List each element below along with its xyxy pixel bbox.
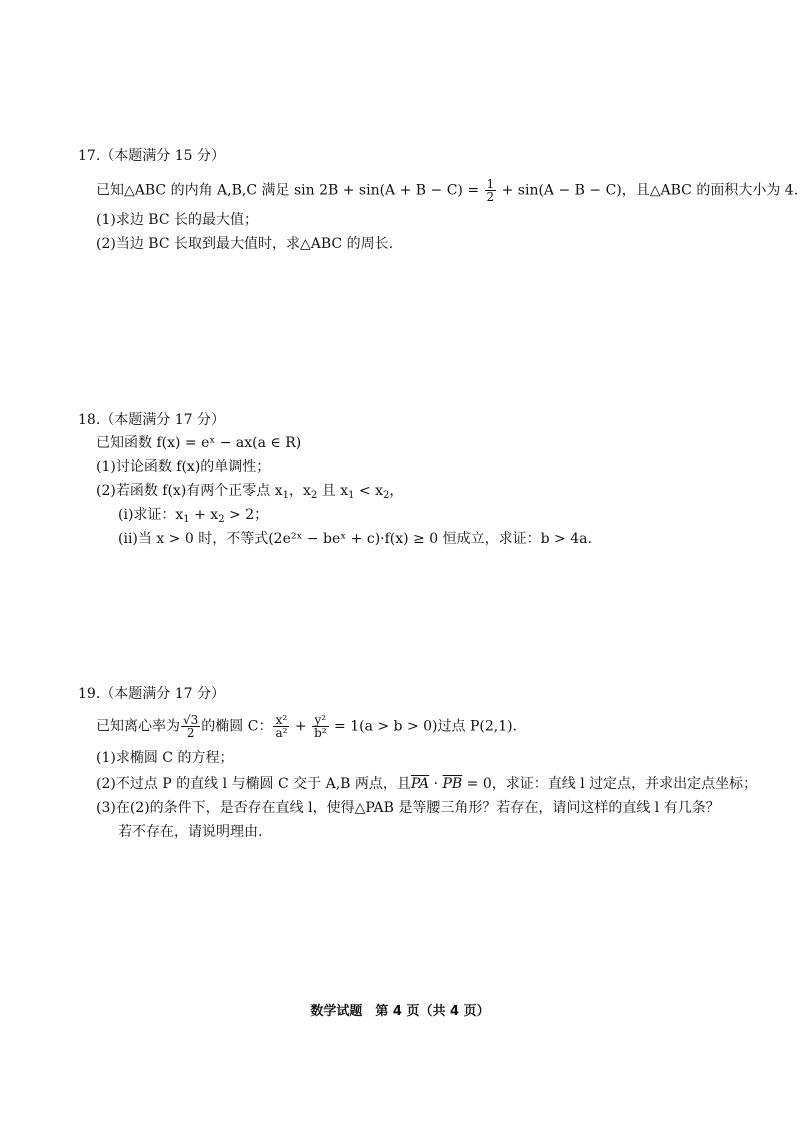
q19-stem bbox=[96, 714, 517, 739]
q18-part-2-d: < x bbox=[354, 483, 383, 499]
q17-fraction-num: 1 bbox=[486, 177, 495, 191]
q19-y-fraction bbox=[312, 714, 329, 739]
q17-header: 17.（本题满分 15 分） bbox=[78, 148, 225, 164]
q19-x-fraction bbox=[273, 714, 289, 739]
q19-y-den: b² bbox=[314, 726, 327, 740]
q19-part-2-a: (2)不过点 P 的直线 l 与椭圆 C 交于 A,B 两点，且 bbox=[96, 776, 411, 792]
q19-y-num: y² bbox=[312, 714, 329, 727]
q18-stem: 已知函数 f(x) = eˣ − ax(a ∈ R) bbox=[96, 435, 302, 451]
q18-part-2-i-b: + x bbox=[189, 507, 219, 523]
q18-part-2 bbox=[96, 481, 403, 506]
page-footer: 数学试题 第 4 页（共 4 页） bbox=[310, 1004, 490, 1019]
q19-part-2-b: = 0，求证：直线 l 过定点，并求出定点坐标； bbox=[462, 776, 758, 792]
q19-part-3-cont: 若不存在，请说明理由. bbox=[118, 824, 263, 840]
q19-vector-pa: $\overline{PA}$ bbox=[410, 776, 430, 792]
q19-ecc-fraction bbox=[181, 714, 200, 739]
q17-stem bbox=[96, 178, 798, 203]
q18-sub-1a: 1 bbox=[282, 490, 290, 501]
q18-part-2-ii: (ⅱ)当 x > 0 时，不等式(2e²ˣ − beˣ + c)·f(x) ≥ 0 恒成立，求证：b > 4a. bbox=[118, 531, 592, 547]
q17-fraction bbox=[485, 178, 497, 203]
q18-header: 18.（本题满分 17 分） bbox=[78, 412, 225, 428]
q18-sub-2a: 2 bbox=[310, 490, 318, 501]
q19-ecc-den: 2 bbox=[186, 726, 195, 740]
q18-part-2-b: ，x bbox=[289, 483, 311, 499]
q19-x-num: x² bbox=[273, 714, 289, 727]
q18-sub-2c: 2 bbox=[218, 514, 225, 525]
q19-stem-c: = 1(a > b > 0)过点 P(2,1). bbox=[329, 718, 518, 735]
q18-part-2-a: (2)若函数 f(x)有两个正零点 x bbox=[96, 483, 283, 499]
q19-x-den: a² bbox=[275, 726, 288, 740]
q19-stem-b: 的椭圆 C： bbox=[201, 718, 273, 735]
q19-part-1: (1)求椭圆 C 的方程； bbox=[96, 750, 234, 766]
q19-part-2 bbox=[96, 774, 757, 794]
q18-part-2-e: ， bbox=[389, 483, 404, 499]
q18-part-2-i-c: > 2； bbox=[224, 507, 269, 523]
q18-part-2-i bbox=[118, 505, 268, 530]
q19-stem-a: 已知离心率为 bbox=[96, 718, 180, 735]
q18-sub-1c: 1 bbox=[183, 514, 190, 525]
q17-part-2: (2)当边 BC 长取到最大值时，求△ABC 的周长. bbox=[96, 236, 394, 252]
q18-sub-2b: 2 bbox=[383, 490, 390, 501]
q17-stem-part-a: 已知△ABC 的内角 A,B,C 满足 sin 2B + sin(A + B − C) = bbox=[96, 182, 484, 199]
q17-part-1: (1)求边 BC 长的最大值； bbox=[96, 212, 258, 228]
q19-vector-pb: $\overline{PB}$ bbox=[442, 776, 463, 792]
q17-fraction-den: 2 bbox=[486, 190, 495, 204]
q19-part-3: (3)在(2)的条件下，是否存在直线 l，使得△PAB 是等腰三角形？若存在，请问这样的直线 l 有几条？ bbox=[96, 800, 720, 816]
q18-sub-1b: 1 bbox=[348, 490, 355, 501]
q18-part-2-c: 且 x bbox=[317, 483, 349, 499]
q19-plus: + bbox=[290, 718, 312, 735]
q19-header: 19.（本题满分 17 分） bbox=[78, 686, 225, 702]
q19-dot: · bbox=[429, 776, 443, 792]
q19-ecc-num: √3 bbox=[183, 713, 199, 727]
q18-part-2-i-a: (ⅰ)求证：x bbox=[118, 507, 184, 523]
q18-part-1: (1)讨论函数 f(x)的单调性； bbox=[96, 459, 271, 475]
q17-stem-part-b: + sin(A − B − C)，且△ABC 的面积大小为 4. bbox=[497, 182, 799, 199]
